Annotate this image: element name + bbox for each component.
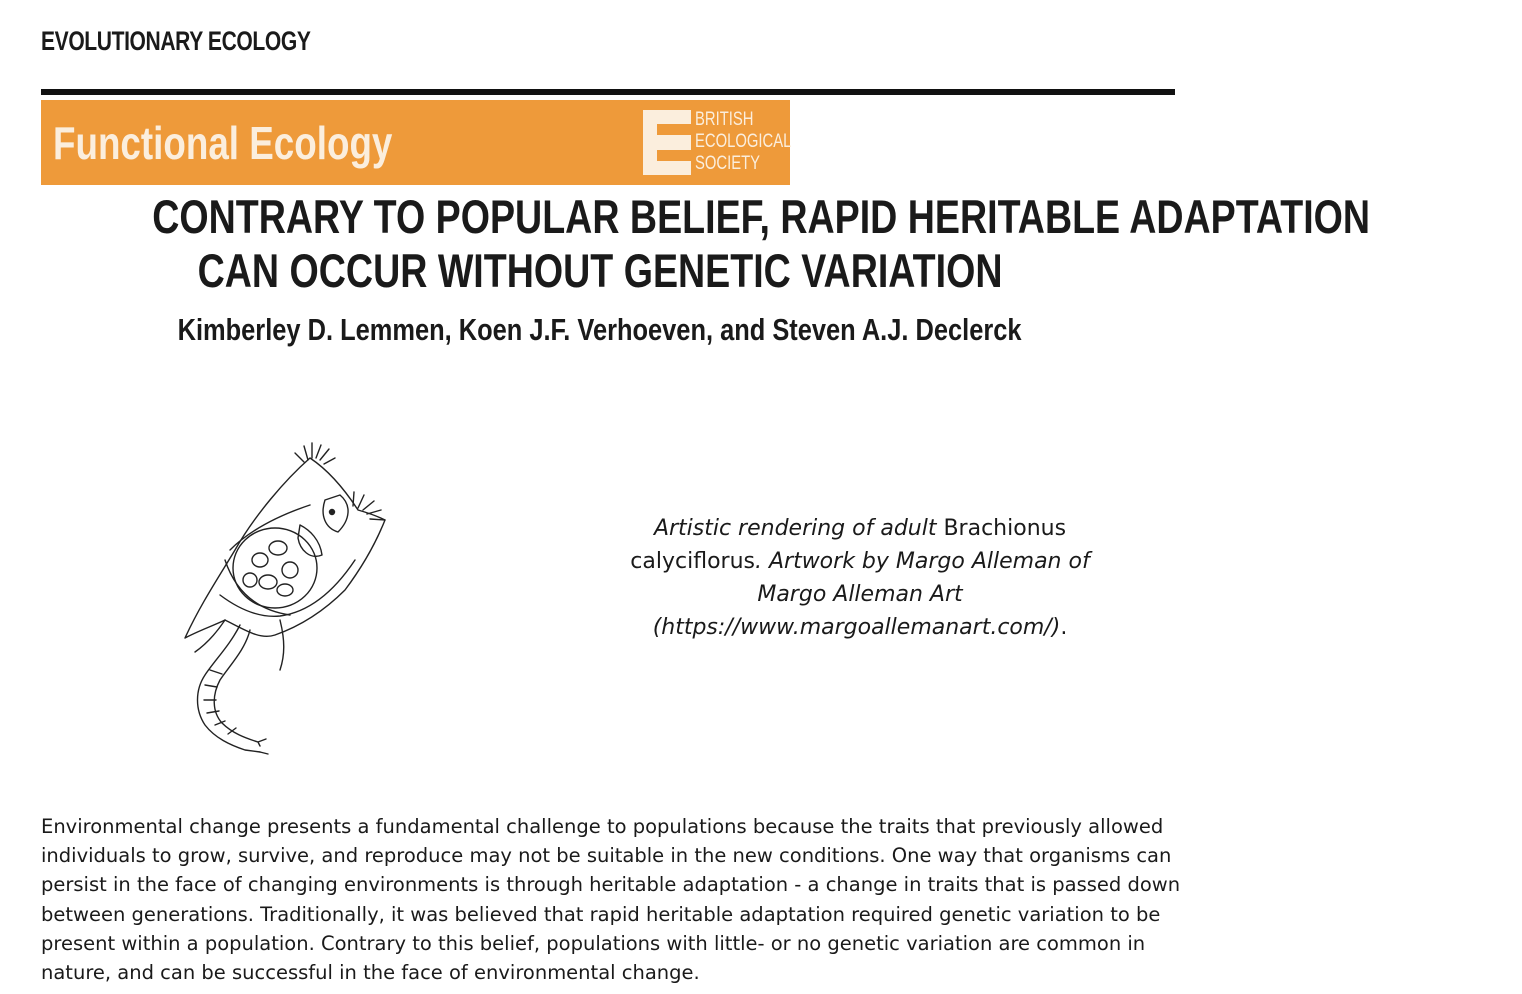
caption-text: Artistic rendering of adult	[653, 516, 944, 541]
caption-species: Brachionus calyciflorus	[630, 516, 1067, 574]
caption-end: .	[1060, 615, 1068, 640]
article-authors	[0, 312, 1200, 348]
journal-name: Functional Ecology	[53, 117, 393, 169]
header-divider	[41, 89, 1175, 95]
title-line: CONTRARY TO POPULAR BELIEF, RAPID HERITABLE ADAPTATION	[152, 190, 1371, 243]
rotifer-illustration	[160, 420, 420, 770]
title-line: CAN OCCUR WITHOUT GENETIC VARIATION	[197, 244, 1003, 297]
bes-logo-icon	[643, 110, 691, 175]
figure-caption	[620, 512, 1100, 644]
society-name	[695, 109, 791, 175]
authors-text: Kimberley D. Lemmen, Koen J.F. Verhoeven, and Steven A.J. Declerck	[178, 312, 1022, 347]
society-line: SOCIETY	[695, 153, 761, 174]
body-paragraph: Environmental change presents a fundamental challenge to populations because the traits that previously allowed individuals to grow, survive, and reproduce may not be suitable in the new conditions. One way that organisms can persist in the face of changing environments is through heritable adaptation - a change in traits that is passed down between generations. Traditionally, it was believed that rapid heritable adaptation required genetic variation to be present within a population. Contrary to this belief, populations with little- or no genetic variation are common in nature, and can be successful in the face of environmental change.	[41, 815, 1181, 985]
section-label: EVOLUTIONARY ECOLOGY	[41, 26, 311, 56]
society-line: ECOLOGICAL	[695, 131, 792, 152]
society-line: BRITISH	[695, 109, 754, 130]
journal-banner	[41, 100, 790, 185]
article-title	[0, 190, 1371, 298]
caption-credit: . Artwork by Margo Alleman of Margo Alleman Art (https://www.margoallemanart.com/)	[652, 549, 1090, 640]
